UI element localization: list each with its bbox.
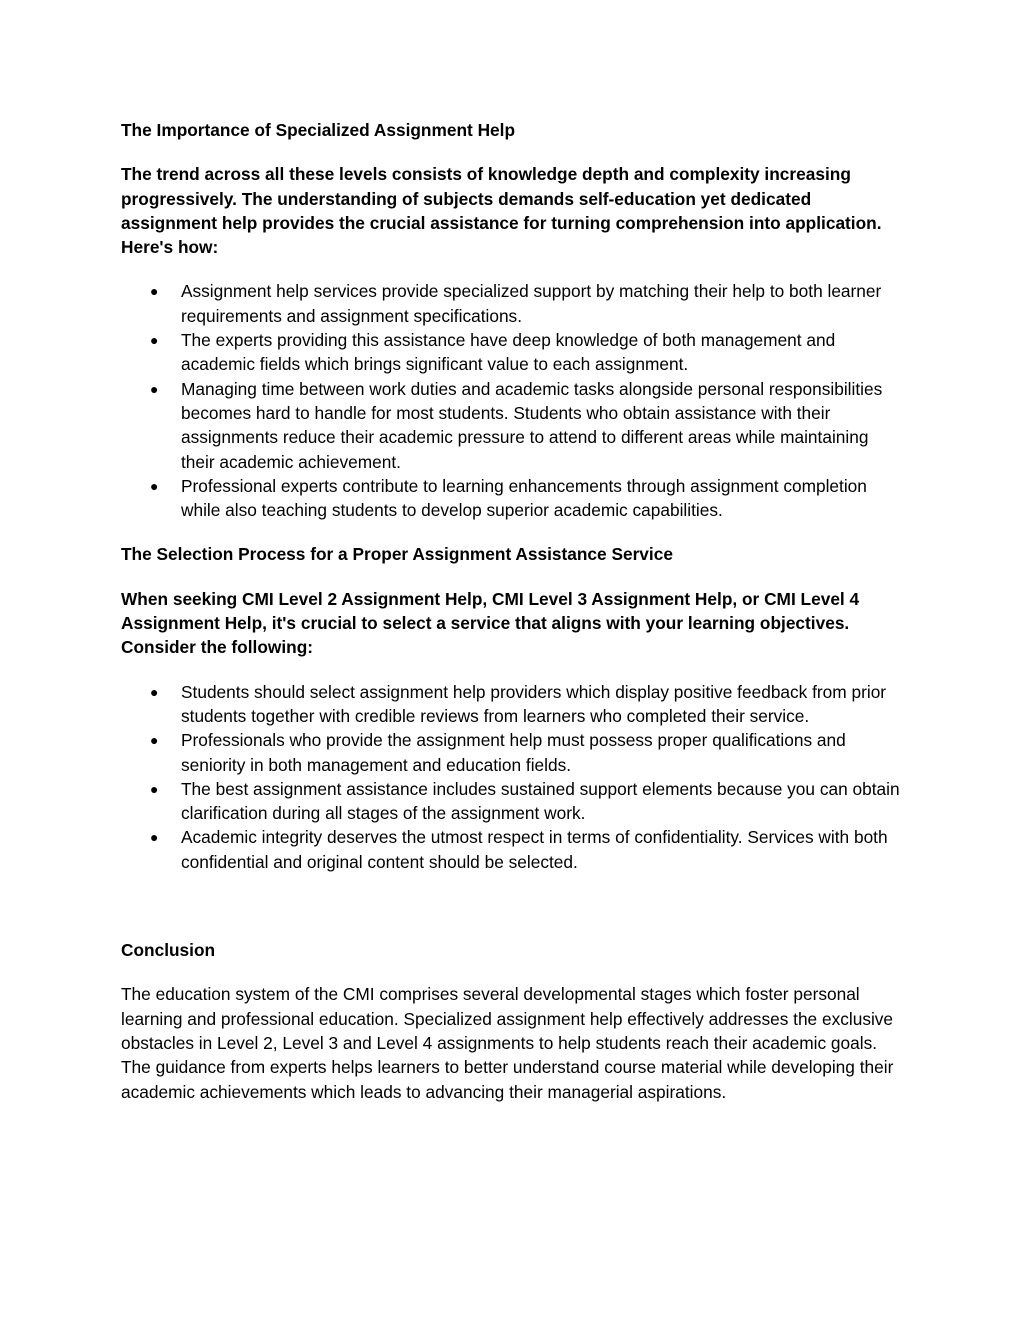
list-item-text: Professionals who provide the assignment help must possess proper qualifications and seniority in both management and education fields.: [181, 730, 846, 775]
bullet-icon: ●: [150, 780, 159, 797]
list-item: [121, 680, 905, 729]
list-item: [121, 728, 905, 777]
list-item: [121, 328, 905, 377]
list-item-text: The best assignment assistance includes sustained support elements because you can obtain clarification during all stages of the assignment work.: [181, 778, 900, 824]
spacer: [121, 142, 905, 162]
bullet-list-importance: [121, 279, 905, 522]
bullet-icon: ●: [150, 683, 159, 700]
bullet-icon: ●: [150, 283, 159, 300]
document-page: [121, 118, 905, 1104]
section-intro-importance: The trend across all these levels consists of knowledge depth and complexity increasing progressively. The understanding of subjects demands self-education yet dedicated assignment help provides the crucial assistance for turning comprehension into application. Here's how:: [121, 164, 882, 258]
list-item: [121, 377, 905, 474]
section-heading-conclusion: Conclusion: [121, 940, 216, 961]
list-item-text: Students should select assignment help providers which display positive feedback from prior students together with credible reviews from learners who completed their service.: [181, 681, 887, 726]
bullet-icon: ●: [150, 732, 159, 749]
spacer: [121, 522, 905, 542]
section-heading-importance: The Importance of Specialized Assignment Help: [121, 120, 516, 140]
section-heading-selection: The Selection Process for a Proper Assignment Assistance Service: [121, 544, 673, 565]
spacer: [121, 874, 905, 938]
list-item: [121, 777, 905, 826]
list-item: [121, 825, 905, 874]
spacer: [121, 660, 905, 680]
section-intro-selection: When seeking CMI Level 2 Assignment Help, CMI Level 3 Assignment Help, or CMI Level 4 Assignment Help, it's crucial to select a service that aligns with your learning objectives. Consider the following:: [121, 588, 860, 658]
list-item: [121, 474, 905, 523]
bullet-icon: ●: [150, 332, 159, 349]
list-item-text: Professional experts contribute to learning enhancements through assignment completion while also teaching students to develop superior academic capabilities.: [181, 475, 867, 521]
spacer: [121, 259, 905, 279]
bullet-icon: ●: [150, 380, 159, 397]
bullet-icon: ●: [150, 477, 159, 494]
list-item-text: Assignment help services provide specialized support by matching their help to both learner requirements and assignment specifications.: [181, 281, 882, 326]
spacer: [121, 567, 905, 587]
spacer: [121, 962, 905, 982]
list-item-text: The experts providing this assistance have deep knowledge of both management and academic fields which brings significant value to each assignment.: [181, 330, 836, 375]
conclusion-body: The education system of the CMI comprises several developmental stages which foster personal learning and professional education. Specialized assignment help effectively addresses the exclusive obstacles in Level 2, Level 3 and Level 4 assignments to help students reach their academic goals. The guidance from experts helps learners to better understand course material while developing their academic achievements which leads to advancing their managerial aspirations.: [121, 984, 894, 1102]
list-item-text: Academic integrity deserves the utmost respect in terms of confidentiality. Services with both confidential and original content should be selected.: [181, 827, 888, 872]
bullet-icon: ●: [150, 829, 159, 846]
bullet-list-selection: [121, 680, 905, 874]
list-item-text: Managing time between work duties and academic tasks alongside personal responsibilities becomes hard to handle for most students. Students who obtain assistance with their assignments reduce their academic pressure to attend to different areas while maintaining their academic achievement.: [181, 378, 883, 472]
list-item: [121, 279, 905, 328]
